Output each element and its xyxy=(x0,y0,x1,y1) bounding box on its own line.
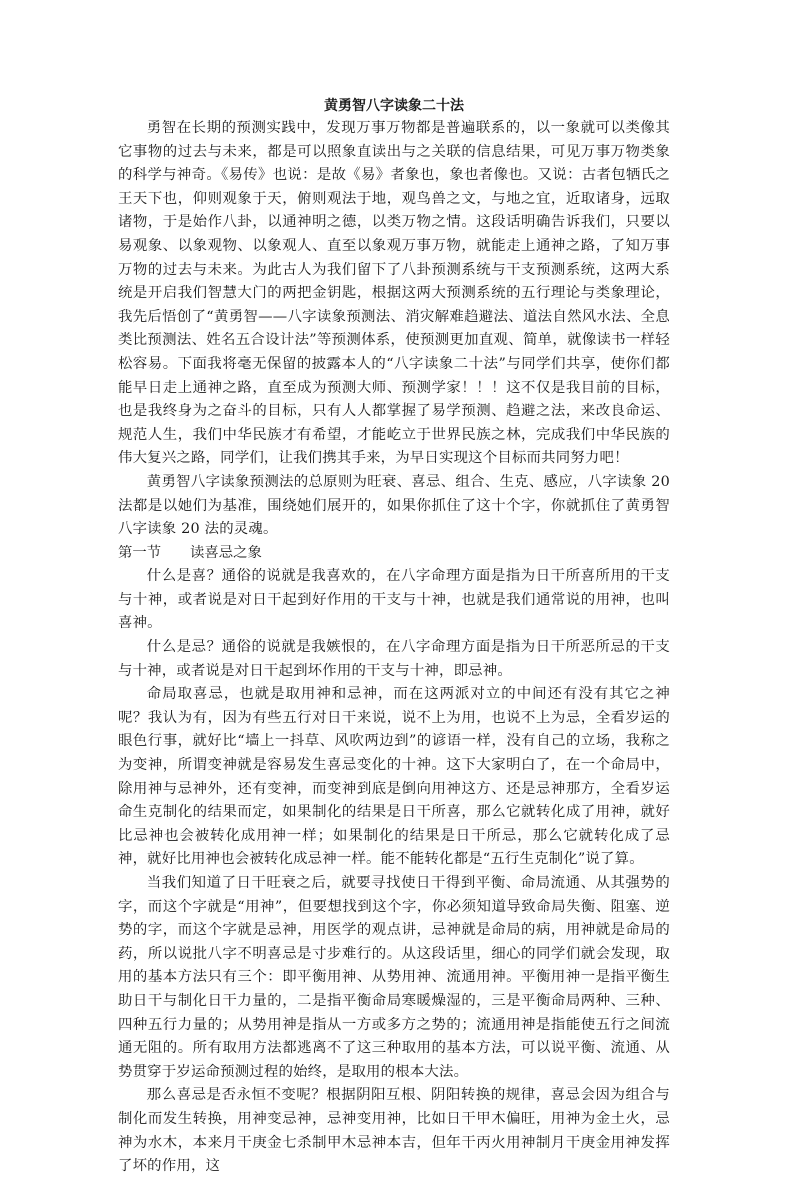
section-heading: 第一节 读喜忌之象 xyxy=(118,544,262,561)
intro-paragraph-1: 勇智在长期的预测实践中，发现万事万物都是普遍联系的，以一象就可以类像其它事物的过去与未来，都是可以照象直读出与之关联的信息结果，可见万事万物类象的科学与神奇。《易传》也说：是故《易》者象也，象也者像也。又说：古者包牺氏之王天下也，仰则观象于天，俯则观法于地，观鸟兽之文，与地之宜，近取诸身，远取诸物，于是始作八卦，以通神明之德，以类万物之情。这段话明确告诉我们，只要以易观象、以象观物、以象观人、直至以象观万事万物，就能走上通神之路，了知万事万物的过去与未来。为此古人为我们留下了八卦预测系统与干支预测系统，这两大系统是开启我们智慧大门的两把金钥匙，根据这两大预测系统的五行理论与类象理论，我先后悟创了“黄勇智——八字读象预测法、消灾解难趋避法、道法自然风水法、全息类比预测法、姓名五合设计法”等预测体系，使预测更加直观、简单，就像读书一样轻松容易。下面我将毫无保留的披露本人的“八字读象二十法”与同学们共享，使你们都能早日走上通神之路，直至成为预测大师、预测学家！！！这不仅是我目前的目标，也是我终身为之奋斗的目标，只有人人都掌握了易学预测、趋避之法，来改良命运、规范人生，我们中华民族才有希望，才能屹立于世界民族之林，完成我们中华民族的伟大复兴之路，同学们，让我们携其手来，为早日实现这个目标而共同努力吧！ xyxy=(118,120,670,467)
section-paragraph-4: 当我们知道了日干旺衰之后，就要寻找使日干得到平衡、命局流通、从其强势的字，而这个字就是“用神”，但要想找到这个字，你必须知道导致命局失衡、阻塞、逆势的字，而这个字就是忌神，用医学的观点讲，忌神就是命局的病，用神就是命局的药，所以说批八字不明喜忌是寸步难行的。从这段话里，细心的同学们就会发现，取用的基本方法只有三个：即平衡用神、从势用神、流通用神。平衡用神一是指平衡生助日干与制化日干力量的，二是指平衡命局寒暖燥湿的，三是平衡命局两种、三种、四种五行力量的；从势用神是指从一方或多方之势的；流通用神是指能使五行之间流通无阻的。所有取用方法都逃离不了这三种取用的基本方法，可以说平衡、流通、从势贯穿于岁运命预测过程的始终，是取用的根本大法。 xyxy=(118,875,670,1080)
section-paragraph-1: 什么是喜？通俗的说就是我喜欢的，在八字命理方面是指为日干所喜所用的干支与十神，或者说是对日干起到好作用的干支与十神，也就是我们通常说的用神，也叫喜神。 xyxy=(118,568,670,632)
intro-paragraph-2: 黄勇智八字读象预测法的总原则为旺衰、喜忌、组合、生克、感应，八字读象 20 法都是以她们为基准，围绕她们展开的，如果你抓住了这十个字，你就抓住了黄勇智八字读象 20 法的灵魂。 xyxy=(118,473,670,538)
section-paragraph-5: 那么喜忌是否永恒不变呢？根据阴阳互根、阴阳转换的规律，喜忌会因为组合与制化而发生转换，用神变忌神，忌神变用神，比如日干甲木偏旺，用神为金土火，忌神为水木，本来月干庚金七杀制甲木忌神本吉，但年干丙火用神制月干庚金用神发挥了坏的作用，这 xyxy=(118,1087,670,1175)
document-page xyxy=(118,96,670,1179)
section-paragraph-2: 什么是忌？通俗的说就是我嫉恨的，在八字命理方面是指为日干所恶所忌的干支与十神，或者说是对日干起到坏作用的干支与十神，即忌神。 xyxy=(118,639,670,679)
section-paragraph-3: 命局取喜忌，也就是取用神和忌神，而在这两派对立的中间还有没有其它之神呢？我认为有，因为有些五行对日干来说，说不上为用，也说不上为忌，全看岁运的眼色行事，就好比“墙上一抖草、风吹两边到”的谚语一样，没有自己的立场，我称之为变神，所谓变神就是容易发生喜忌变化的十神。这下大家明白了，在一个命局中，除用神与忌神外，还有变神，而变神到底是倒向用神这方、还是忌神那方，全看岁运命生克制化的结果而定，如果制化的结果是日干所喜，那么它就转化成了用神，就好比忌神也会被转化成用神一样；如果制化的结果是日干所忌，那么它就转化成了忌神，就好比用神也会被转化成忌神一样。能不能转化都是“五行生克制化”说了算。 xyxy=(118,686,670,868)
document-title: 黄勇智八字读象二十法 xyxy=(324,98,464,114)
